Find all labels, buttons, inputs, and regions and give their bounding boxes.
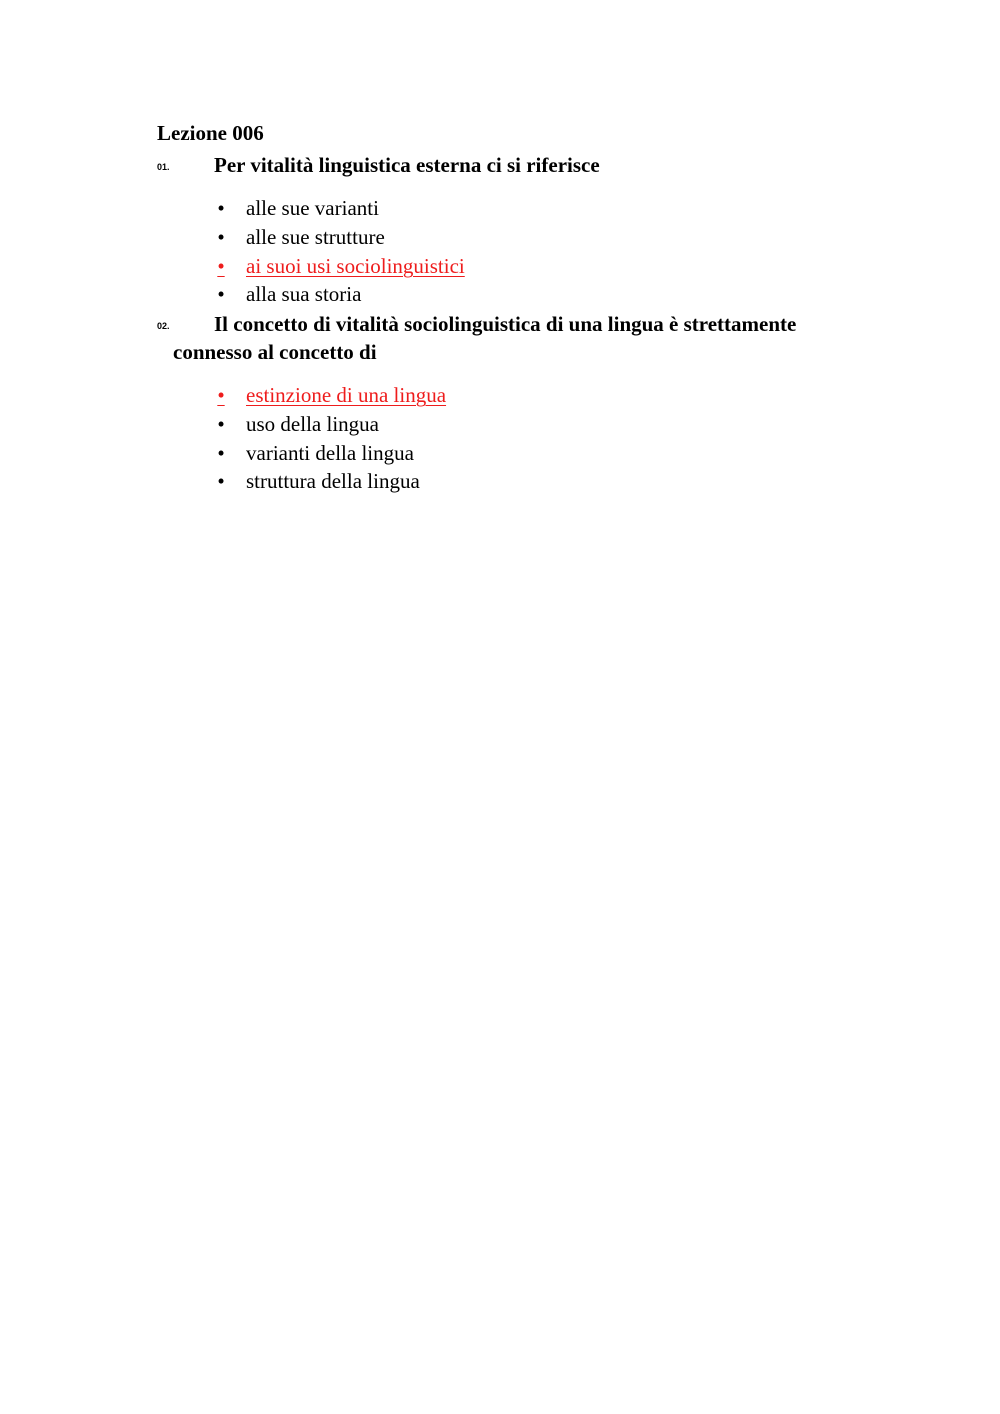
answer-option-correct bbox=[214, 381, 446, 410]
question-number: 02. bbox=[157, 321, 170, 331]
answer-option bbox=[214, 223, 465, 252]
answer-text: varianti della lingua bbox=[246, 440, 414, 465]
bullet-icon: • bbox=[217, 196, 225, 220]
answer-option bbox=[214, 410, 446, 439]
question-1 bbox=[157, 151, 877, 179]
question-number: 01. bbox=[157, 162, 170, 172]
answer-text: struttura della lingua bbox=[246, 469, 420, 494]
question-text: Il concetto di vitalità sociolinguistica di una lingua è strettamente connesso al concetto di bbox=[173, 312, 797, 364]
bullet-icon: • bbox=[217, 411, 225, 436]
answer-option bbox=[214, 280, 465, 309]
answer-option bbox=[214, 194, 465, 223]
bullet-icon: • bbox=[217, 253, 225, 278]
answer-option bbox=[214, 467, 446, 496]
question-2 bbox=[157, 310, 877, 366]
lesson-title: Lezione 006 bbox=[157, 121, 264, 145]
answer-text: alla sua storia bbox=[246, 282, 362, 307]
answer-option bbox=[214, 439, 446, 468]
bullet-icon: • bbox=[217, 469, 225, 494]
answer-list-2 bbox=[214, 381, 446, 496]
answer-text: alle sue varianti bbox=[246, 196, 379, 220]
answer-text: estinzione di una lingua bbox=[246, 383, 447, 407]
bullet-icon: • bbox=[217, 440, 225, 465]
answer-text: alle sue strutture bbox=[246, 224, 385, 249]
answer-option-correct bbox=[214, 252, 465, 281]
answer-text: uso della lingua bbox=[246, 411, 379, 436]
question-text: Per vitalità linguistica esterna ci si riferisce bbox=[214, 153, 600, 177]
bullet-icon: • bbox=[217, 224, 225, 249]
bullet-icon: • bbox=[217, 282, 225, 307]
answer-text: ai suoi usi sociolinguistici bbox=[246, 253, 465, 278]
bullet-icon: • bbox=[217, 383, 225, 407]
answer-list-1 bbox=[214, 194, 465, 309]
